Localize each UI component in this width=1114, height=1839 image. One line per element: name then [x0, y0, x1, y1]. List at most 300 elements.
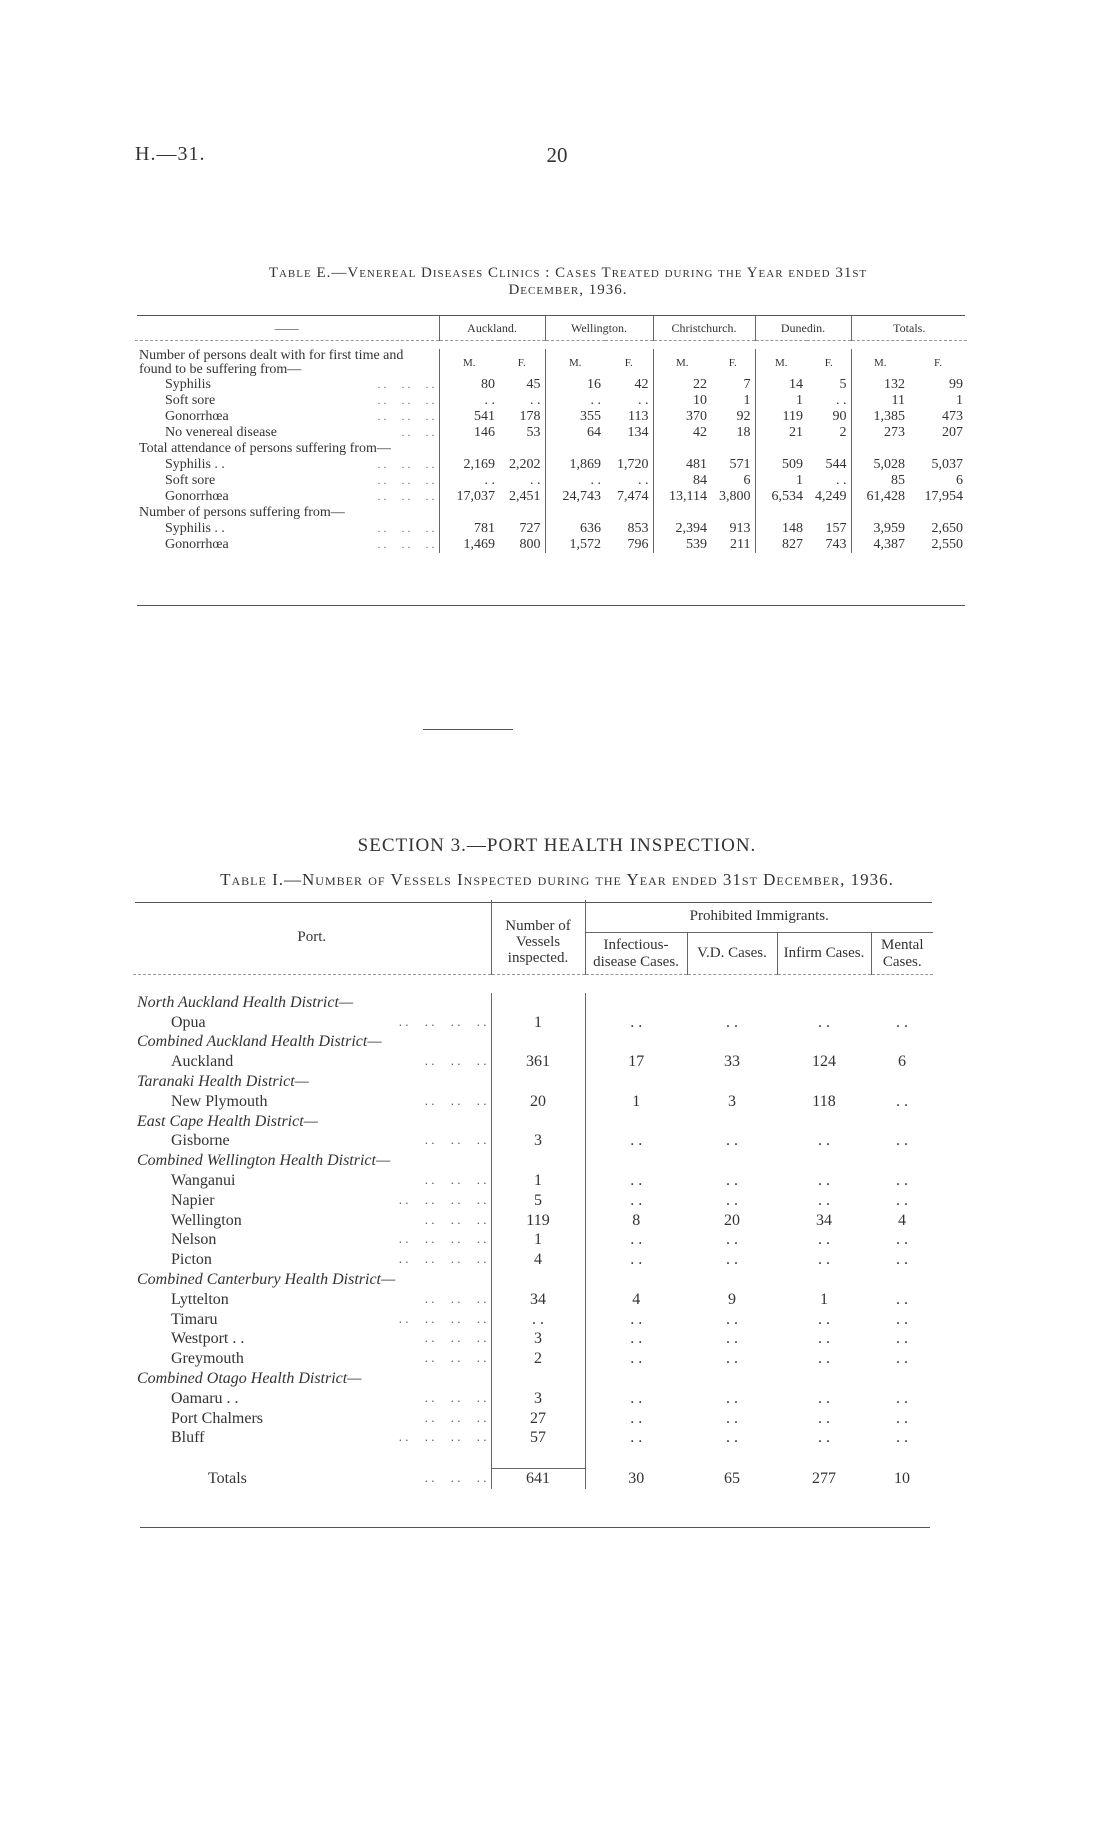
vessels-value: 1 — [491, 1231, 585, 1251]
port-row — [133, 1389, 933, 1409]
port-cell — [133, 1250, 491, 1270]
infirm-value: 124 — [812, 1053, 836, 1071]
row-label-text: Soft sore — [165, 393, 216, 408]
district-name: Combined Auckland Health District— — [137, 1033, 382, 1051]
mental-value: . . — [896, 1251, 908, 1269]
row-label-text: Syphilis — [165, 377, 211, 392]
vessels-value: 34 — [491, 1290, 585, 1310]
col-m: M. — [545, 349, 605, 377]
table-e-section-3 — [135, 505, 967, 521]
cell-value: 6 — [956, 473, 963, 488]
district-row — [133, 1112, 933, 1132]
infirm-value: . . — [818, 1191, 830, 1209]
cell-value: 132 — [851, 377, 909, 393]
infirm-value: . . — [818, 1350, 830, 1368]
infirm-value: . . — [818, 1389, 830, 1407]
infirm-value: . . — [818, 1251, 830, 1269]
row-label — [135, 409, 439, 425]
vd-value: 33 — [724, 1053, 740, 1071]
vessels-value: 27 — [491, 1409, 585, 1429]
col-infirm: Infirm Cases. — [777, 933, 871, 975]
district-row — [133, 1369, 933, 1389]
port-name: Opua — [171, 1013, 206, 1031]
leader-dots: . . . . . . . . — [398, 1251, 487, 1267]
port-name: New Plymouth — [171, 1092, 268, 1110]
row-label-text: Soft sore — [165, 473, 216, 488]
infirm-value: . . — [818, 1231, 830, 1249]
cell-value: 727 — [519, 521, 541, 536]
port-row — [133, 1191, 933, 1211]
leader-dots: . . . . . . — [424, 1092, 487, 1108]
row-label — [135, 393, 439, 409]
cell-value: 2 — [839, 425, 847, 440]
vessels-value: 2 — [491, 1349, 585, 1369]
infirm-value: . . — [818, 1409, 830, 1427]
infirm-value: 1 — [820, 1290, 828, 1308]
port-cell — [133, 1389, 491, 1409]
leader-dots: . . . . . . — [424, 1290, 487, 1306]
col-m: M. — [755, 349, 807, 377]
infectious-value: . . — [585, 1330, 687, 1350]
infirm-value: . . — [818, 1132, 830, 1150]
table-e-row — [135, 425, 967, 441]
col-f: F. — [934, 357, 942, 369]
total-vessels: 641 — [491, 1469, 585, 1489]
vessels-value: 3 — [491, 1330, 585, 1350]
vessels-value: 361 — [491, 1052, 585, 1072]
port-name: Gisborne — [171, 1132, 230, 1150]
port-row — [133, 1132, 933, 1152]
infectious-value: 1 — [585, 1092, 687, 1112]
vd-value: . . — [726, 1172, 738, 1190]
cell-value: 509 — [755, 457, 807, 473]
port-row — [133, 1092, 933, 1112]
port-cell — [133, 1231, 491, 1251]
district-row — [133, 1072, 933, 1092]
port-cell — [133, 1290, 491, 1310]
row-label — [135, 489, 439, 505]
cell-value: 473 — [942, 409, 963, 424]
region-totals: Totals. — [851, 316, 967, 341]
cell-value: 16 — [545, 377, 605, 393]
vessels-value: 3 — [491, 1389, 585, 1409]
cell-value: 10 — [653, 393, 711, 409]
cell-value: 61,428 — [851, 489, 909, 505]
section-label: Total attendance of persons suffering from— — [139, 441, 391, 456]
vd-value: 20 — [724, 1211, 740, 1229]
cell-value: 207 — [942, 425, 963, 440]
port-cell — [133, 1330, 491, 1350]
cell-value: 370 — [653, 409, 711, 425]
cell-value: 481 — [653, 457, 711, 473]
table-e-row — [135, 489, 967, 505]
table-e-row — [135, 377, 967, 393]
cell-value: 796 — [627, 537, 649, 552]
leader-dots: . . . . . . — [377, 393, 435, 407]
infectious-value: . . — [585, 1171, 687, 1191]
mental-value: . . — [896, 1310, 908, 1328]
total-infectious: 30 — [585, 1469, 687, 1489]
cell-value: 571 — [729, 457, 751, 472]
vessels-value: 4 — [491, 1250, 585, 1270]
cell-value: 17,954 — [924, 489, 963, 504]
cell-value: 64 — [545, 425, 605, 441]
cell-value: 1,869 — [545, 457, 605, 473]
district-row — [133, 1033, 933, 1053]
infirm-value: . . — [818, 1013, 830, 1031]
section-label: Number of persons suffering from— — [139, 505, 345, 520]
leader-dots: . . . . . . — [424, 1053, 487, 1069]
leader-dots: . . . . . . . . — [398, 1231, 487, 1247]
cell-value: 17,037 — [439, 489, 499, 505]
leader-dots: . . . . . . . . — [398, 1429, 487, 1445]
vd-value: . . — [726, 1231, 738, 1249]
cell-value: 3,959 — [851, 521, 909, 537]
port-cell — [133, 1409, 491, 1429]
vd-value: . . — [726, 1350, 738, 1368]
row-label — [135, 457, 439, 473]
port-cell — [133, 1349, 491, 1369]
col-vd: V.D. Cases. — [687, 933, 777, 975]
cell-value: . . — [638, 473, 649, 488]
cell-value: 84 — [653, 473, 711, 489]
total-vd: 65 — [724, 1469, 740, 1487]
cell-value: 3,800 — [719, 489, 751, 504]
row-label — [135, 521, 439, 537]
mental-value: . . — [896, 1290, 908, 1308]
leader-dots: . . . . — [401, 425, 435, 439]
total-infirm: 277 — [812, 1469, 836, 1487]
cell-value: 24,743 — [545, 489, 605, 505]
col-f: F. — [624, 357, 633, 369]
leader-dots: . . . . . . . . — [398, 1191, 487, 1207]
port-cell — [133, 1052, 491, 1072]
section-separator — [423, 729, 513, 730]
port-row — [133, 1310, 933, 1330]
leader-dots: . . . . . . — [377, 537, 435, 551]
region-dunedin: Dunedin. — [755, 316, 851, 341]
cell-value: 544 — [825, 457, 847, 472]
district-name: Combined Wellington Health District— — [137, 1152, 391, 1170]
cell-value: . . — [530, 393, 541, 408]
cell-value: 22 — [653, 377, 711, 393]
cell-value: 90 — [832, 409, 847, 424]
cell-value: 146 — [439, 425, 499, 441]
vessels-value: . . — [491, 1310, 585, 1330]
cell-value: 1 — [755, 393, 807, 409]
cell-value: . . — [439, 473, 499, 489]
cell-value: 53 — [526, 425, 541, 440]
leader-dots: . . . . . . — [424, 1172, 487, 1188]
leader-dots: . . . . . . — [424, 1350, 487, 1366]
infirm-value: . . — [818, 1330, 830, 1348]
col-mental: Mental Cases. — [871, 933, 933, 975]
col-m: M. — [653, 349, 711, 377]
mental-value: . . — [896, 1092, 908, 1110]
port-cell — [133, 1013, 491, 1033]
table-i-title: Table I.—Number of Vessels Inspected during the Year ended 31st December, 1936. — [220, 870, 894, 889]
cell-value: 5 — [839, 377, 847, 392]
row-label-text: Syphilis . . — [165, 521, 225, 536]
table-e-row — [135, 521, 967, 537]
mental-value: . . — [896, 1172, 908, 1190]
port-row — [133, 1429, 933, 1449]
mental-value: . . — [896, 1330, 908, 1348]
cell-value: 4,249 — [815, 489, 847, 504]
leader-dots: . . . . . . — [377, 473, 435, 487]
port-cell — [133, 1429, 491, 1449]
port-name: Wellington — [171, 1211, 242, 1229]
cell-value: 178 — [519, 409, 541, 424]
table-i-totals-row — [133, 1469, 933, 1489]
infectious-value: . . — [585, 1429, 687, 1449]
table-e — [135, 316, 967, 553]
row-label — [135, 537, 439, 553]
vd-value: . . — [726, 1191, 738, 1209]
table-e-stub: —— — [274, 320, 299, 335]
port-row — [133, 1409, 933, 1429]
cell-value: 119 — [755, 409, 807, 425]
row-label — [135, 425, 439, 441]
district-row — [133, 993, 933, 1013]
port-name: Wanganui — [171, 1172, 236, 1190]
infectious-value: . . — [585, 1389, 687, 1409]
cell-value: 42 — [634, 377, 649, 392]
leader-dots: . . . . . . . . — [398, 1013, 487, 1029]
table-e-row — [135, 393, 967, 409]
cell-value: 1,469 — [439, 537, 499, 553]
cell-value: 13,114 — [653, 489, 711, 505]
cell-value: 853 — [627, 521, 649, 536]
port-cell — [133, 1171, 491, 1191]
row-label-text: Gonorrhœa — [165, 489, 229, 504]
vessels-value: 5 — [491, 1191, 585, 1211]
cell-value: . . — [836, 393, 847, 408]
mental-value: . . — [896, 1350, 908, 1368]
cell-value: 1 — [956, 393, 963, 408]
page-number: 20 — [546, 143, 568, 167]
mental-value: . . — [896, 1231, 908, 1249]
cell-value: . . — [836, 473, 847, 488]
cell-value: 85 — [851, 473, 909, 489]
cell-value: 273 — [851, 425, 909, 441]
port-row — [133, 1250, 933, 1270]
table-e-title — [158, 265, 978, 299]
section-title: SECTION 3.—PORT HEALTH INSPECTION. — [357, 835, 757, 856]
port-cell — [133, 1211, 491, 1231]
mental-value: . . — [896, 1409, 908, 1427]
cell-value: 148 — [755, 521, 807, 537]
district-row — [133, 1270, 933, 1290]
port-name: Auckland — [171, 1053, 234, 1071]
port-row — [133, 1290, 933, 1310]
port-row — [133, 1231, 933, 1251]
col-f: F. — [824, 357, 833, 369]
cell-value: . . — [545, 393, 605, 409]
port-cell — [133, 1132, 491, 1152]
col-port: Port. — [297, 928, 327, 945]
cell-value: . . — [545, 473, 605, 489]
table-e-section-2 — [135, 441, 967, 457]
table-e-title-line1: Table E.—Venereal Diseases Clinics : Cases Treated during the Year ended 31st — [268, 265, 868, 281]
region-wellington: Wellington. — [545, 316, 653, 341]
cell-value: 6 — [743, 473, 751, 488]
port-name: Oamaru . . — [171, 1389, 239, 1407]
row-label — [135, 473, 439, 489]
vessels-value: 119 — [491, 1211, 585, 1231]
cell-value: 743 — [825, 537, 847, 552]
cell-value: 6,534 — [755, 489, 807, 505]
mental-value: . . — [896, 1429, 908, 1447]
cell-value: 7,474 — [617, 489, 649, 504]
cell-value: 18 — [736, 425, 751, 440]
district-name: Taranaki Health District— — [137, 1073, 309, 1091]
infectious-value: . . — [585, 1349, 687, 1369]
port-name: Westport . . — [171, 1330, 245, 1348]
row-label-text: No venereal disease — [165, 425, 277, 440]
vessels-value: 3 — [491, 1132, 585, 1152]
cell-value: 134 — [627, 425, 649, 440]
cell-value: 800 — [519, 537, 541, 552]
col-infectious: Infectious-disease Cases. — [585, 933, 687, 975]
cell-value: 539 — [653, 537, 711, 553]
infirm-value: 118 — [812, 1092, 836, 1110]
cell-value: . . — [638, 393, 649, 408]
table-e-row — [135, 409, 967, 425]
leader-dots: . . . . . . — [424, 1132, 487, 1148]
leader-dots: . . . . . . — [377, 521, 435, 535]
cell-value: 21 — [755, 425, 807, 441]
infirm-value: . . — [818, 1429, 830, 1447]
cell-value: 14 — [755, 377, 807, 393]
cell-value: 2,550 — [931, 537, 963, 552]
vessels-value: 1 — [491, 1013, 585, 1033]
row-label-text: Gonorrhœa — [165, 537, 229, 552]
infirm-value: 34 — [816, 1211, 832, 1229]
cell-value: 1 — [755, 473, 807, 489]
cell-value: 5,028 — [851, 457, 909, 473]
cell-value: 781 — [439, 521, 499, 537]
port-name: Picton — [171, 1251, 212, 1269]
table-e-row — [135, 473, 967, 489]
totals-label: Totals — [208, 1469, 247, 1487]
vd-value: . . — [726, 1330, 738, 1348]
cell-value: 99 — [949, 377, 963, 392]
port-row — [133, 1211, 933, 1231]
mental-value: . . — [896, 1013, 908, 1031]
leader-dots: . . . . . . — [424, 1409, 487, 1425]
port-row — [133, 1013, 933, 1033]
page-reference: H.—31. — [135, 143, 206, 165]
col-f: F. — [728, 357, 737, 369]
vd-value: . . — [726, 1409, 738, 1427]
infectious-value: . . — [585, 1409, 687, 1429]
cell-value: 92 — [736, 409, 751, 424]
port-name: Timaru — [171, 1310, 218, 1328]
table-e-bottom-rule — [137, 605, 965, 606]
table-e-row — [135, 457, 967, 473]
cell-value: 541 — [439, 409, 499, 425]
vd-value: 9 — [728, 1290, 736, 1308]
cell-value: 1,572 — [545, 537, 605, 553]
port-name: Napier — [171, 1191, 215, 1209]
vessels-value: 20 — [491, 1092, 585, 1112]
leader-dots: . . . . . . — [377, 457, 435, 471]
port-name: Nelson — [171, 1231, 217, 1249]
cell-value: 1 — [743, 393, 751, 408]
row-label-text: Syphilis . . — [165, 457, 225, 472]
cell-value: 913 — [729, 521, 751, 536]
section-label: Number of persons dealt with for first time and found to be suffering from— — [139, 348, 404, 377]
infectious-value: 4 — [585, 1290, 687, 1310]
district-name: North Auckland Health District— — [137, 993, 354, 1011]
infectious-value: . . — [585, 1231, 687, 1251]
leader-dots: . . . . . . . . — [398, 1310, 487, 1326]
cell-value: 1,720 — [617, 457, 649, 472]
cell-value: 113 — [628, 409, 649, 424]
table-e-title-line2: December, 1936. — [508, 282, 628, 298]
vd-value: . . — [726, 1389, 738, 1407]
port-row — [133, 1052, 933, 1072]
leader-dots: . . . . . . — [424, 1389, 487, 1405]
leader-dots: . . . . . . — [377, 489, 435, 503]
row-label — [135, 377, 439, 393]
district-name: Combined Canterbury Health District— — [137, 1271, 396, 1289]
cell-value: 7 — [743, 377, 751, 392]
vd-value: . . — [726, 1132, 738, 1150]
infirm-value: . . — [818, 1172, 830, 1190]
port-name: Port Chalmers — [171, 1409, 263, 1427]
leader-dots: . . . . . . — [424, 1330, 487, 1346]
cell-value: 2,451 — [509, 489, 541, 504]
port-name: Greymouth — [171, 1350, 244, 1368]
region-christchurch: Christchurch. — [653, 316, 755, 341]
table-e-row — [135, 537, 967, 553]
col-prohibited: Prohibited Immigrants. — [585, 900, 933, 933]
cell-value: 5,037 — [931, 457, 963, 472]
mental-value: 6 — [898, 1053, 906, 1071]
cell-value: . . — [439, 393, 499, 409]
cell-value: 157 — [825, 521, 847, 536]
infectious-value: . . — [585, 1132, 687, 1152]
infectious-value: . . — [585, 1191, 687, 1211]
cell-value: 11 — [851, 393, 909, 409]
port-name: Lyttelton — [171, 1290, 229, 1308]
port-row — [133, 1349, 933, 1369]
vessels-value: 57 — [491, 1429, 585, 1449]
cell-value: 1,385 — [851, 409, 909, 425]
col-m: M. — [851, 349, 909, 377]
vd-value: . . — [726, 1310, 738, 1328]
mental-value: 4 — [898, 1211, 906, 1229]
infectious-value: 8 — [585, 1211, 687, 1231]
mental-value: . . — [896, 1389, 908, 1407]
leader-dots: . . . . . . — [377, 409, 435, 423]
region-auckland: Auckland. — [439, 316, 545, 341]
port-row — [133, 1171, 933, 1191]
cell-value: 636 — [545, 521, 605, 537]
port-name: Bluff — [171, 1429, 205, 1447]
port-row — [133, 1330, 933, 1350]
mental-value: . . — [896, 1191, 908, 1209]
district-name: Combined Otago Health District— — [137, 1370, 362, 1388]
infirm-value: . . — [818, 1310, 830, 1328]
row-label-text: Gonorrhœa — [165, 409, 229, 424]
cell-value: 211 — [730, 537, 751, 552]
table-e-section-1 — [135, 349, 967, 377]
table-i-bottom-rule — [140, 1527, 930, 1528]
infectious-value: . . — [585, 1250, 687, 1270]
